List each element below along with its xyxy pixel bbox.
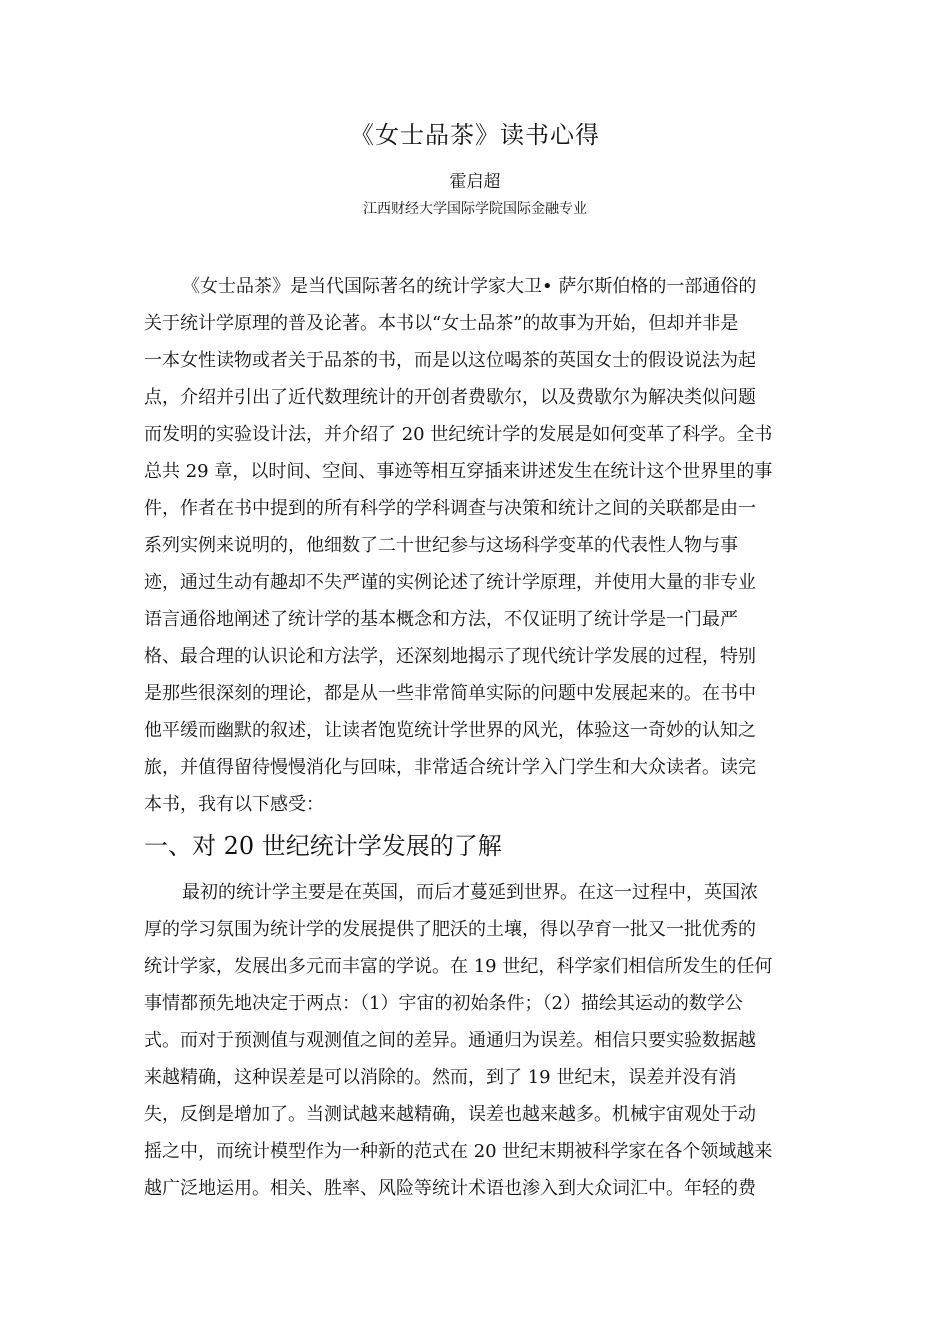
paragraph-1-line: 他平缓而幽默的叙述，让读者饱览统计学世界的风光，体验这一奇妙的认知之 — [144, 720, 756, 741]
document-title: 《女士品茶》读书心得 — [350, 121, 600, 149]
paragraph-1-line: 关于统计学原理的普及论著。本书以“女士品茶”的故事为开始，但却并非是 — [144, 313, 739, 334]
paragraph-2-line: 式。而对于预测值与观测值之间的差异。通通归为误差。相信只要实验数据越 — [144, 1030, 756, 1051]
paragraph-2-line: 最初的统计学主要是在英国，而后才蔓延到世界。在这一过程中，英国浓 — [182, 882, 758, 903]
paragraph-2-line: 摇之中，而统计模型作为一种新的范式在 20 世纪末期被科学家在各个领域越来 — [144, 1141, 773, 1162]
paragraph-1-line: 旅，并值得留待慢慢消化与回味，非常适合统计学入门学生和大众读者。读完 — [144, 757, 756, 778]
paragraph-2-line: 事情都预先地决定于两点：（1）宇宙的初始条件；（2）描绘其运动的数学公 — [144, 993, 743, 1014]
author-affiliation: 江西财经大学国际学院国际金融专业 — [363, 201, 587, 217]
section-heading: 一、对 20 世纪统计学发展的了解 — [144, 832, 502, 860]
paragraph-1-line: 迹，通过生动有趣却不失严谨的实例论述了统计学原理，并使用大量的非专业 — [144, 572, 756, 593]
paragraph-2-line: 失，反倒是增加了。当测试越来越精确，误差也越来越多。机械宇宙观处于动 — [144, 1104, 756, 1125]
paragraph-1-line: 格、最合理的认识论和方法学，还深刻地揭示了现代统计学发展的过程，特别 — [144, 646, 756, 667]
paragraph-1-line: 《女士品茶》是当代国际著名的统计学家大卫• 萨尔斯伯格的一部通俗的 — [182, 276, 757, 297]
paragraph-1-line: 而发明的实验设计法，并介绍了 20 世纪统计学的发展是如何变革了科学。全书 — [144, 424, 773, 445]
paragraph-1-line: 语言通俗地阐述了统计学的基本概念和方法，不仅证明了统计学是一门最严 — [144, 609, 738, 630]
paragraph-2-line: 厚的学习氛围为统计学的发展提供了肥沃的土壤，得以孕育一批又一批优秀的 — [144, 919, 756, 940]
paragraph-2-line: 越广泛地运用。相关、胜率、风险等统计术语也渗入到大众词汇中。年轻的费 — [144, 1178, 756, 1199]
paragraph-2-line: 来越精确，这种误差是可以消除的。然而，到了 19 世纪末，误差并没有消 — [144, 1067, 737, 1088]
paragraph-1-line: 本书，我有以下感受： — [144, 794, 324, 815]
paragraph-1-line: 总共 29 章，以时间、空间、事迹等相互穿插来讲述发生在统计这个世界里的事 — [144, 461, 773, 482]
paragraph-2-line: 统计学家，发展出多元而丰富的学说。在 19 世纪，科学家们相信所发生的任何 — [144, 956, 773, 977]
author-name: 霍启超 — [449, 172, 501, 192]
paragraph-1-line: 系列实例来说明的，他细数了二十世纪参与这场科学变革的代表性人物与事 — [144, 535, 738, 556]
paragraph-1-line: 一本女性读物或者关于品茶的书，而是以这位喝茶的英国女士的假设说法为起 — [144, 350, 756, 371]
paragraph-1-line: 是那些很深刻的理论，都是从一些非常简单实际的问题中发展起来的。在书中 — [144, 683, 756, 704]
paragraph-1-line: 件，作者在书中提到的所有科学的学科调查与决策和统计之间的关联都是由一 — [144, 498, 756, 519]
paragraph-1-line: 点，介绍并引出了近代数理统计的开创者费歇尔，以及费歇尔为解决类似问题 — [144, 387, 756, 408]
